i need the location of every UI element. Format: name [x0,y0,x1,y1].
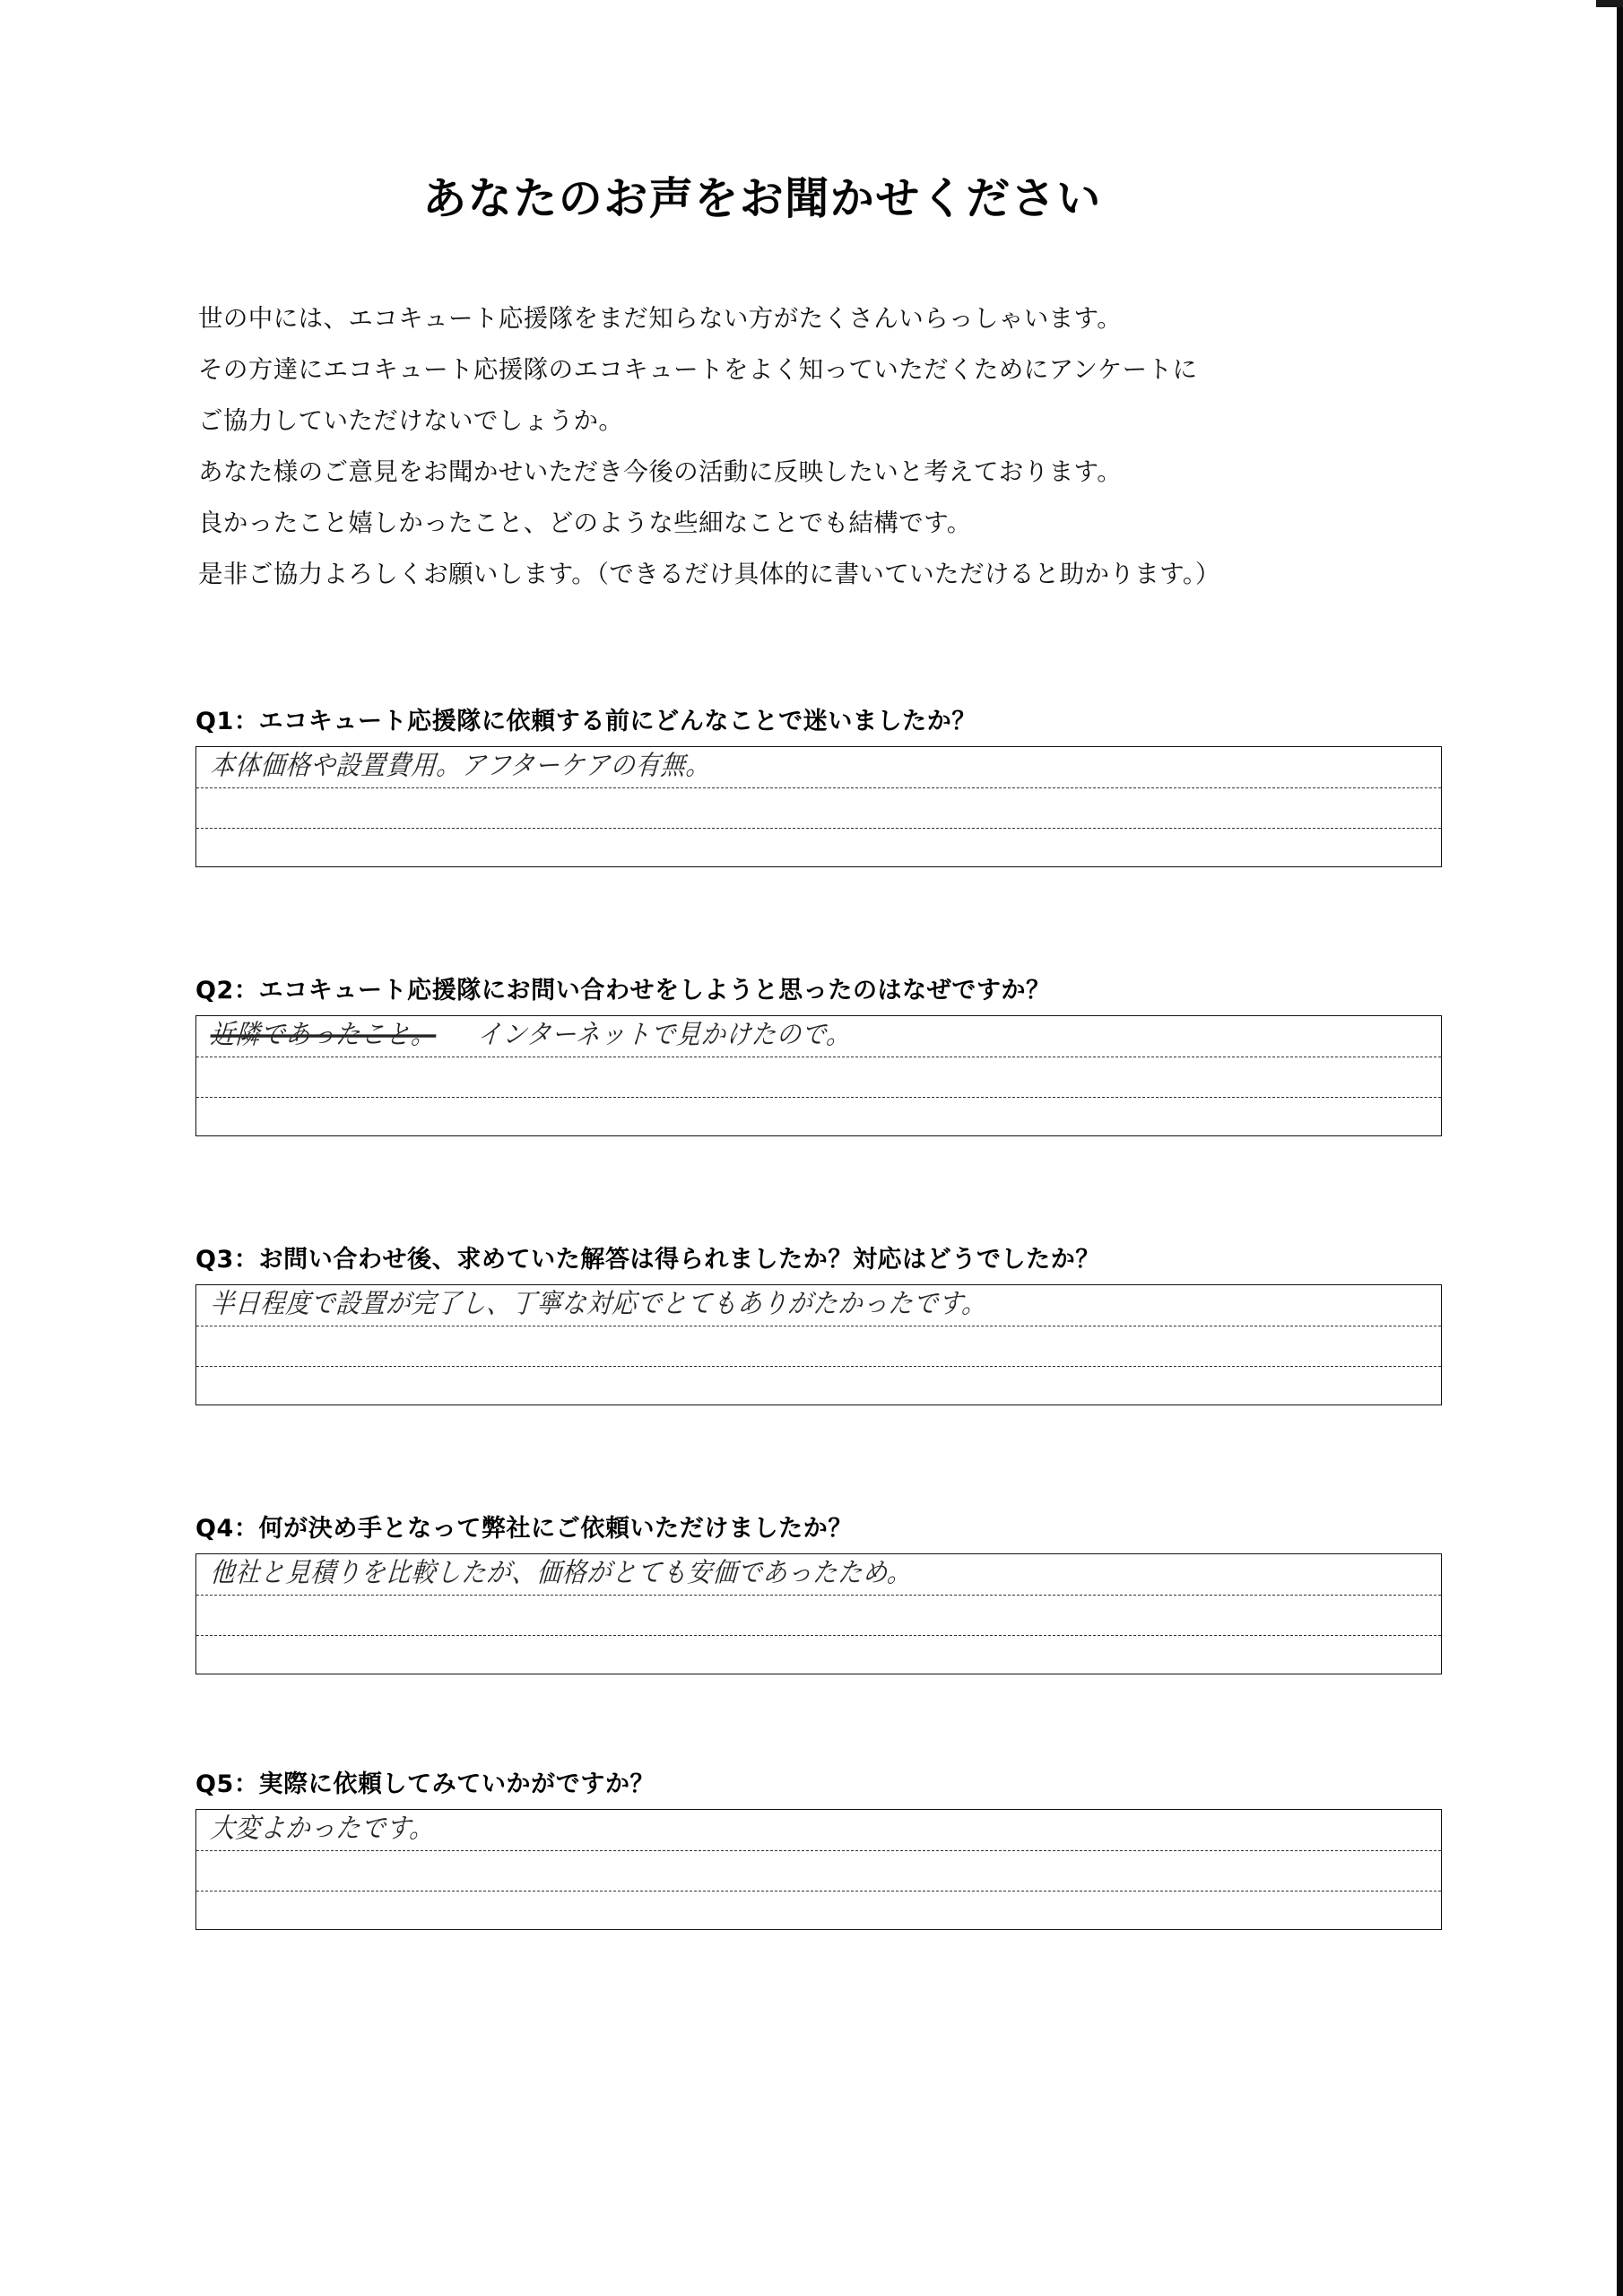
question-label-q1: Q1：エコキュート応援隊に依頼する前にどんなことで迷いましたか？ [195,708,976,735]
question-label-q2: Q2：エコキュート応援隊にお問い合わせをしようと思ったのはなぜですか？ [195,977,1051,1004]
intro-line-4: あなた様のご意見をお聞かせいただき今後の活動に反映したいと考えております。 [198,457,1123,486]
answer-box-q3[interactable] [195,1284,1442,1405]
answer-rule [196,1850,1441,1851]
page-title: あなたのお声をお聞かせください [422,173,1102,224]
question-block-q3 [195,1239,1444,1405]
answer-rule [196,1635,1441,1636]
struck-text-q2: 近隣であったこと。 [209,1019,438,1051]
answer-rule [196,1366,1441,1367]
scan-edge-artifact-right [1617,0,1623,2296]
question-block-q1 [195,701,1444,867]
intro-line-2: その方達にエコキュート応援隊のエコキュートをよく知っていただくためにアンケートに [198,355,1198,384]
answer-text-q2: インターネットで見かけたので。 [476,1019,853,1051]
answer-box-q4[interactable] [195,1553,1442,1674]
answer-box-q2[interactable] [195,1015,1442,1136]
question-block-q2 [195,970,1444,1136]
answer-rule [196,787,1441,788]
answer-box-q1[interactable] [195,746,1442,867]
intro-paragraph [198,303,1471,610]
intro-line-1: 世の中には、エコキュート応援隊をまだ知らない方がたくさんいらっしゃいます。 [198,304,1123,333]
answer-box-q5[interactable] [195,1809,1442,1930]
handwritten-answer-q5: 大変よかったです。 [209,1813,436,1845]
question-label-q5: Q5：実際に依頼してみていかがですか？ [195,1770,655,1798]
question-label-q3: Q3：お問い合わせ後、求めていた解答は得られましたか？対応はどうでしたか？ [195,1246,1100,1274]
intro-line-3: ご協力していただけないでしょうか。 [198,406,624,435]
handwritten-answer-q2 [209,1013,853,1057]
handwritten-answer-q3: 半日程度で設置が完了し、丁寧な対応でとてもありがたかったです。 [209,1288,988,1320]
handwritten-answer-q1: 本体価格や設置費用。アフターケアの有無。 [209,750,713,782]
answer-rule [196,1097,1441,1098]
answer-rule [196,1891,1441,1892]
question-block-q4 [195,1509,1444,1674]
answer-rule [196,828,1441,829]
handwritten-answer-q4: 他社と見積りを比較したが、価格がとても安価であったため。 [209,1557,914,1589]
question-label-q4: Q4：何が決め手となって弊社にご依頼いただけましたか？ [195,1515,853,1543]
question-block-q5 [195,1764,1444,1930]
answer-rule [196,1595,1441,1596]
scan-edge-artifact-top [1596,0,1623,7]
intro-line-5: 良かったこと嬉しかったこと、どのような些細なことでも結構です。 [198,509,972,537]
intro-line-6: 是非ご協力よろしくお願いします。（できるだけ具体的に書いていただけると助かります。） [198,560,1220,588]
